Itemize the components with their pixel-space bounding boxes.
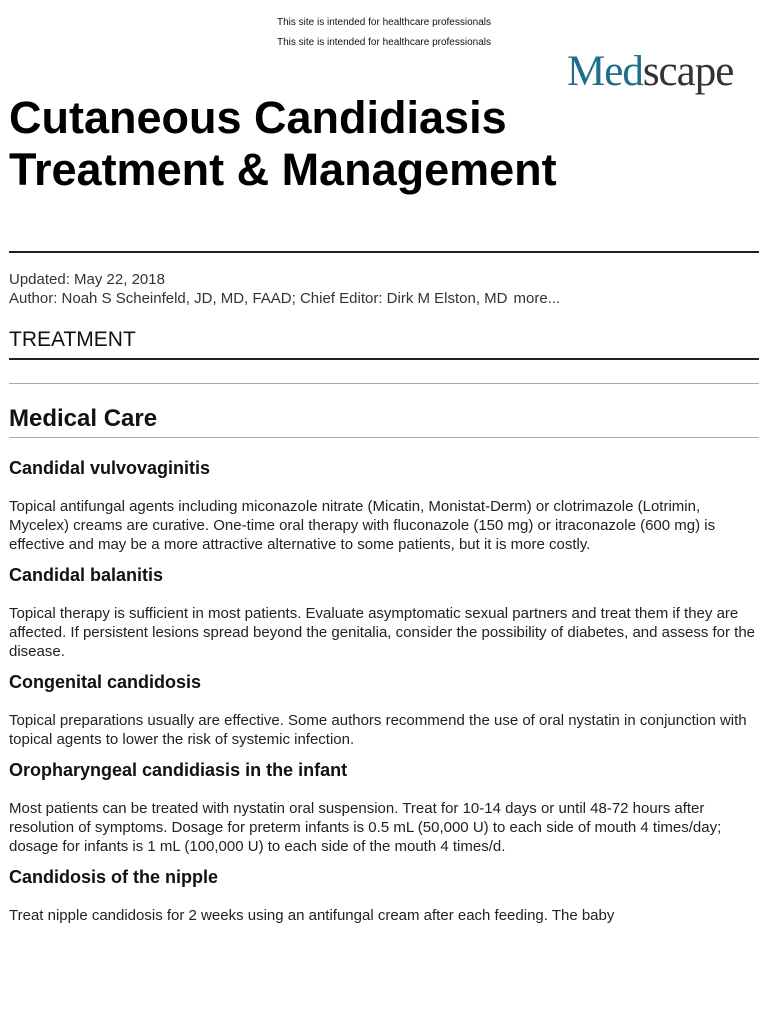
- subsection-heading: Oropharyngeal candidiasis in the infant: [9, 760, 348, 780]
- subsection-heading: Candidal vulvovaginitis: [9, 458, 211, 478]
- heading-divider: [9, 437, 759, 438]
- author-line: [9, 289, 560, 308]
- subsection-heading: Congenital candidosis: [9, 672, 202, 692]
- subsection-heading: Candidal balanitis: [9, 565, 164, 585]
- subsection-text: Topical preparations usually are effective. Some authors recommend the use of oral nystatin in conjunction with topical agents to lower the risk of systemic infection.: [9, 712, 747, 748]
- more-link[interactable]: more...: [513, 290, 561, 307]
- article-content: [9, 457, 761, 935]
- subsection-text: Topical therapy is sufficient in most patients. Evaluate asymptomatic sexual partners and treat them if they are affected. If persistent lesions spread beyond the genitalia, consider the possibility of diabetes, and assess for the disease.: [9, 605, 756, 660]
- section-thin-divider: [9, 383, 759, 384]
- author-text: Author: Noah S Scheinfeld, JD, MD, FAAD; Chief Editor: Dirk M Elston, MD: [9, 290, 508, 307]
- professional-notice: This site is intended for healthcare professionals: [276, 17, 491, 28]
- professional-notice-repeat: This site is intended for healthcare professionals: [276, 37, 491, 48]
- section-divider: [9, 358, 759, 360]
- section-heading: Medical Care: [9, 405, 158, 432]
- page-title: Cutaneous Candidiasis Treatment & Management: [9, 92, 557, 195]
- medscape-logo[interactable]: [567, 48, 733, 96]
- subsection-text: Most patients can be treated with nystatin oral suspension. Treat for 10-14 days or until 48-72 hours after resolution of symptoms. Dosage for preterm infants is 0.5 mL (50,000 U) to each side of mouth 4 times/day; dosage for infants is 1 mL (100,000 U) to each side of the mouth 4 times/d.: [9, 800, 722, 855]
- title-divider: [9, 251, 759, 253]
- updated-date: Updated: May 22, 2018: [9, 271, 165, 288]
- logo-med: Med: [567, 48, 643, 95]
- subsection-text: Topical antifungal agents including miconazole nitrate (Micatin, Monistat-Derm) or clotrimazole (Lotrimin, Mycelex) creams are curative. One-time oral therapy with fluconazole (150 mg) or itraconazole (600 mg) is effective and may be a more attractive alternative to some patients, but it is more costly.: [9, 498, 716, 553]
- subsection-text: Treat nipple candidosis for 2 weeks using an antifungal cream after each feeding. The baby: [9, 907, 615, 924]
- subsection-heading: Candidosis of the nipple: [9, 867, 219, 887]
- section-label: TREATMENT: [9, 328, 136, 351]
- logo-scape: scape: [642, 48, 734, 95]
